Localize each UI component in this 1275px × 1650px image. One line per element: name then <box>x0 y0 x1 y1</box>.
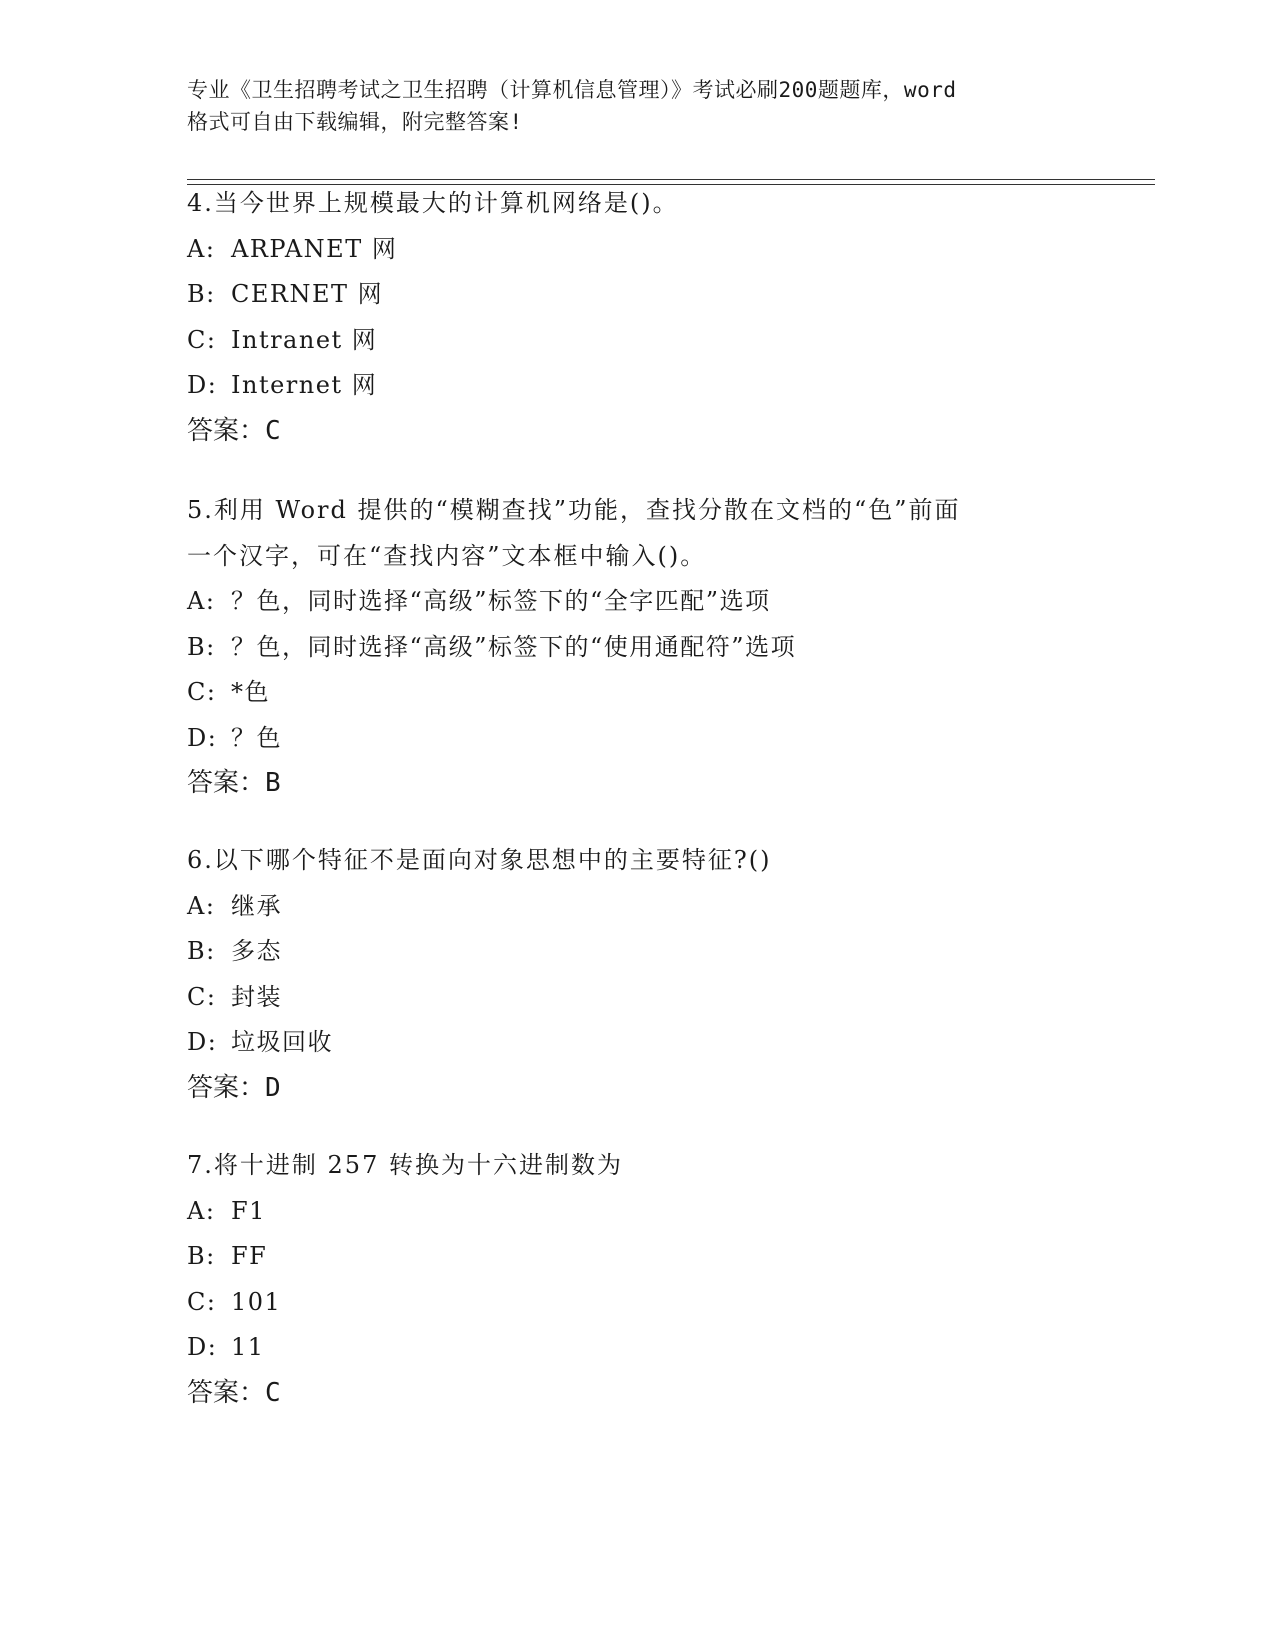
option-text: 11 <box>231 1333 265 1361</box>
header-line-2: 格式可自由下载编辑，附完整答案! <box>187 110 523 134</box>
option-b <box>187 1234 1087 1280</box>
option-c <box>187 975 1087 1021</box>
option-letter: D: <box>187 1028 218 1056</box>
option-letter: D: <box>187 723 218 752</box>
option-text: ？色，同时选择“高级”标签下的“全字匹配”选项 <box>231 587 771 615</box>
option-text: *色 <box>231 678 270 706</box>
option-text: Intranet 网 <box>231 325 378 354</box>
option-letter: C: <box>187 325 217 354</box>
option-text: ？色 <box>231 723 282 752</box>
option-letter: D: <box>187 1333 218 1361</box>
question-text: 6.以下哪个特征不是面向对象思想中的主要特征?() <box>187 846 772 874</box>
option-text: CERNET 网 <box>231 280 384 308</box>
option-b <box>187 929 1087 975</box>
option-letter: B: <box>187 1242 216 1270</box>
option-d <box>187 1325 1087 1371</box>
answer-text: 答案：C <box>187 415 281 446</box>
option-d <box>187 363 1087 409</box>
answer-text: 答案：B <box>187 768 281 798</box>
option-letter: B: <box>187 937 216 965</box>
question-4 <box>187 181 1087 454</box>
option-c <box>187 670 1087 716</box>
option-text: 多态 <box>231 937 282 965</box>
option-text: ？色，同时选择“高级”标签下的“使用通配符”选项 <box>231 632 797 661</box>
question-7 <box>187 1143 1087 1416</box>
option-letter: D: <box>187 371 218 399</box>
option-b <box>187 625 1087 671</box>
option-c <box>187 1280 1087 1326</box>
answer-text: 答案：C <box>187 1377 281 1408</box>
question-text: 5.利用 Word 提供的“模糊查找”功能，查找分散在文档的“色”前面 <box>187 496 961 524</box>
option-b <box>187 272 1087 318</box>
option-d <box>187 716 1087 762</box>
option-text: 封装 <box>231 982 282 1011</box>
option-letter: A: <box>187 1196 216 1225</box>
option-d <box>187 1020 1087 1066</box>
option-c <box>187 318 1087 364</box>
option-letter: A: <box>187 234 216 263</box>
answer-text: 答案：D <box>187 1072 281 1103</box>
option-text: 垃圾回收 <box>231 1028 333 1056</box>
option-text: 继承 <box>231 891 282 920</box>
question-text: 4.当今世界上规模最大的计算机网络是()。 <box>187 189 679 217</box>
option-letter: B: <box>187 632 216 661</box>
question-text-continued: 一个汉字，可在“查找内容”文本框中输入()。 <box>187 541 707 570</box>
option-letter: C: <box>187 1287 217 1316</box>
option-letter: C: <box>187 678 217 706</box>
document-header <box>187 74 1087 138</box>
header-divider-top <box>187 179 1155 180</box>
header-line-1: 专业《卫生招聘考试之卫生招聘（计算机信息管理）》考试必刷200题题库，word <box>187 78 957 102</box>
option-text: ARPANET 网 <box>231 234 398 263</box>
question-text: 7.将十进制 257 转换为十六进制数为 <box>187 1151 623 1179</box>
option-text: F1 <box>231 1196 266 1225</box>
option-letter: A: <box>187 587 216 615</box>
question-6 <box>187 838 1087 1111</box>
option-a <box>187 579 1087 625</box>
option-a <box>187 1189 1087 1235</box>
option-text: FF <box>231 1242 268 1270</box>
option-text: 101 <box>231 1287 282 1316</box>
option-a <box>187 884 1087 930</box>
question-5 <box>187 488 1087 807</box>
option-letter: B: <box>187 280 216 308</box>
option-letter: C: <box>187 982 217 1011</box>
option-a <box>187 227 1087 273</box>
option-text: Internet 网 <box>231 371 378 399</box>
option-letter: A: <box>187 891 216 920</box>
